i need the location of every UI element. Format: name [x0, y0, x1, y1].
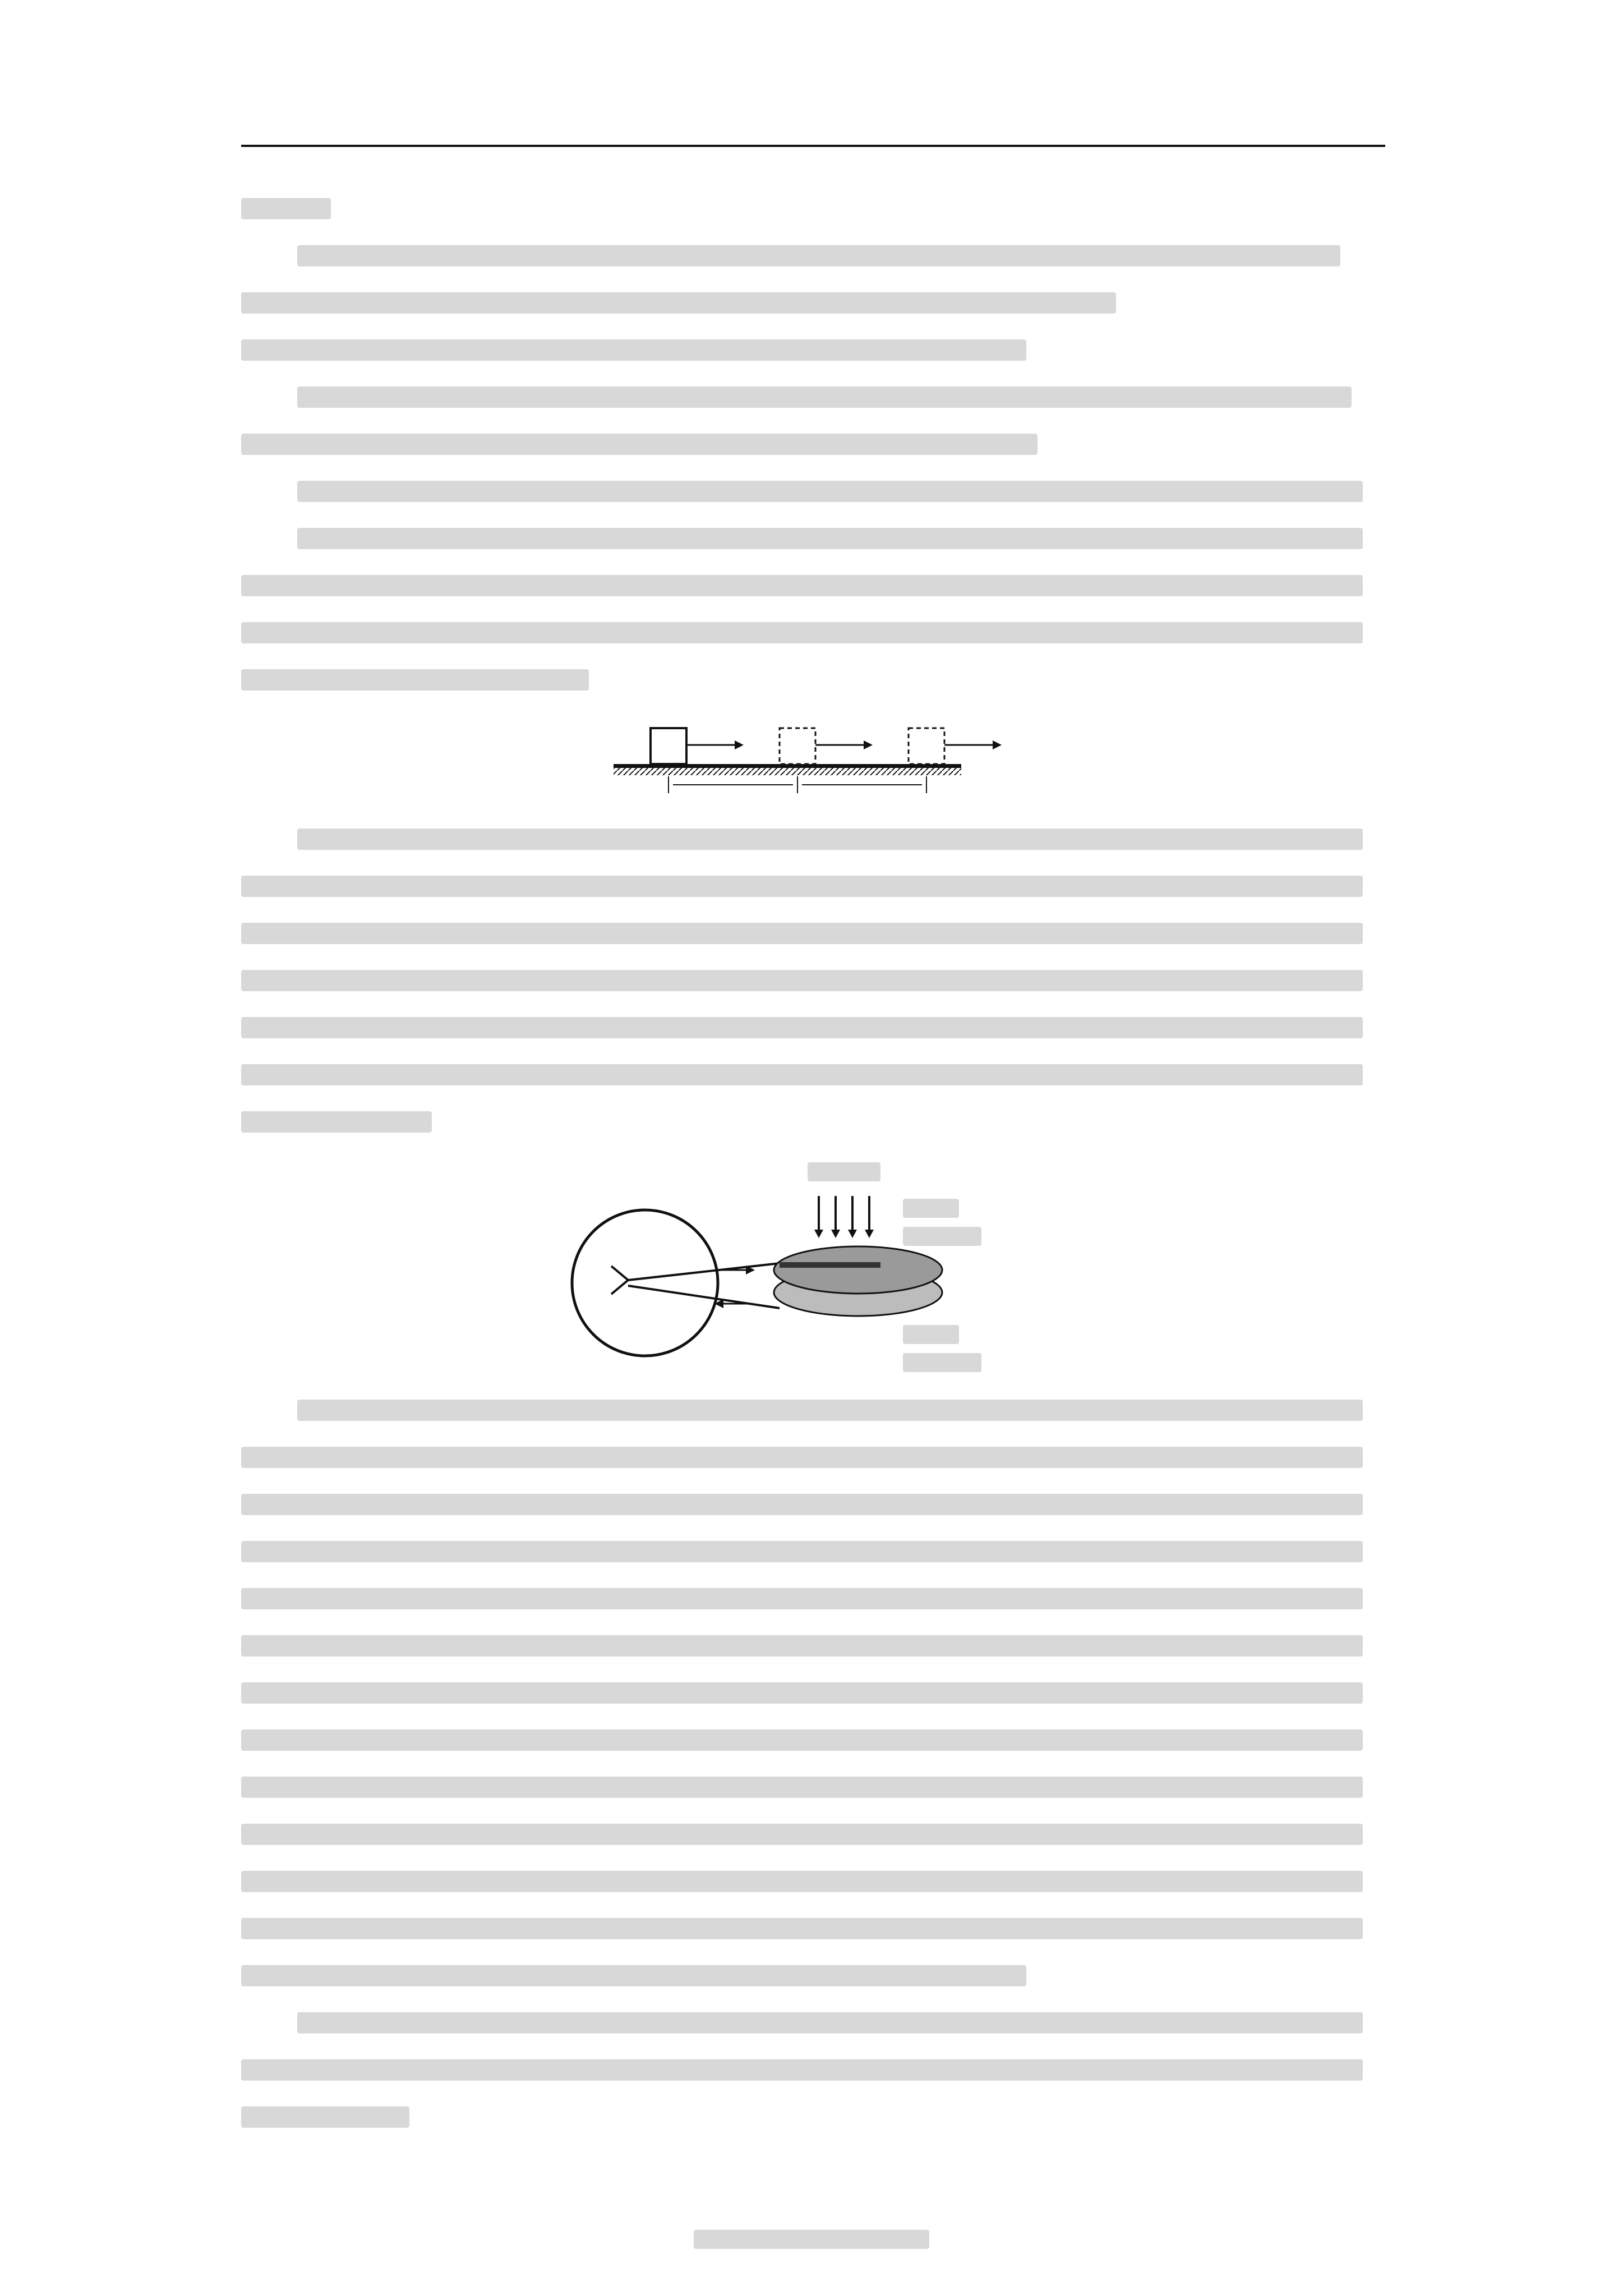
text-line [241, 1717, 1385, 1764]
text-line [241, 1622, 1385, 1669]
text-line [241, 910, 1385, 957]
text-line [241, 374, 1385, 421]
text-line [241, 1999, 1385, 2046]
header-rule [241, 145, 1385, 147]
text-line [241, 562, 1385, 609]
text-line [241, 279, 1385, 326]
block-diagram [241, 703, 1385, 816]
text-line [241, 1098, 1385, 1145]
text-line [241, 326, 1385, 374]
text-line [241, 816, 1385, 863]
text-line [241, 1764, 1385, 1811]
text-line [241, 1905, 1385, 1952]
text-line [241, 1051, 1385, 1098]
text-line [241, 1434, 1385, 1481]
text-line [241, 421, 1385, 468]
text-line [241, 957, 1385, 1004]
text-line [241, 515, 1385, 562]
text-line [241, 2046, 1385, 2093]
footer-text [694, 2230, 929, 2249]
text-line [241, 1528, 1385, 1575]
text-line [241, 2093, 1385, 2141]
text-line [241, 185, 1385, 232]
text-line [241, 863, 1385, 910]
text-line [241, 232, 1385, 279]
text-line [241, 1952, 1385, 1999]
text-line [241, 1004, 1385, 1051]
text-line [241, 1575, 1385, 1622]
figure-blocks [241, 703, 1385, 816]
text-line [241, 1387, 1385, 1434]
page-footer [0, 2230, 1623, 2249]
text-line [241, 1811, 1385, 1858]
figure-photocell [241, 1145, 1385, 1387]
text-line [241, 1481, 1385, 1528]
photocell-diagram [241, 1145, 1385, 1387]
text-line [241, 468, 1385, 515]
text-line [241, 609, 1385, 656]
text-line [241, 656, 1385, 703]
text-line [241, 1669, 1385, 1717]
text-line [241, 1858, 1385, 1905]
page-body [241, 185, 1385, 2141]
